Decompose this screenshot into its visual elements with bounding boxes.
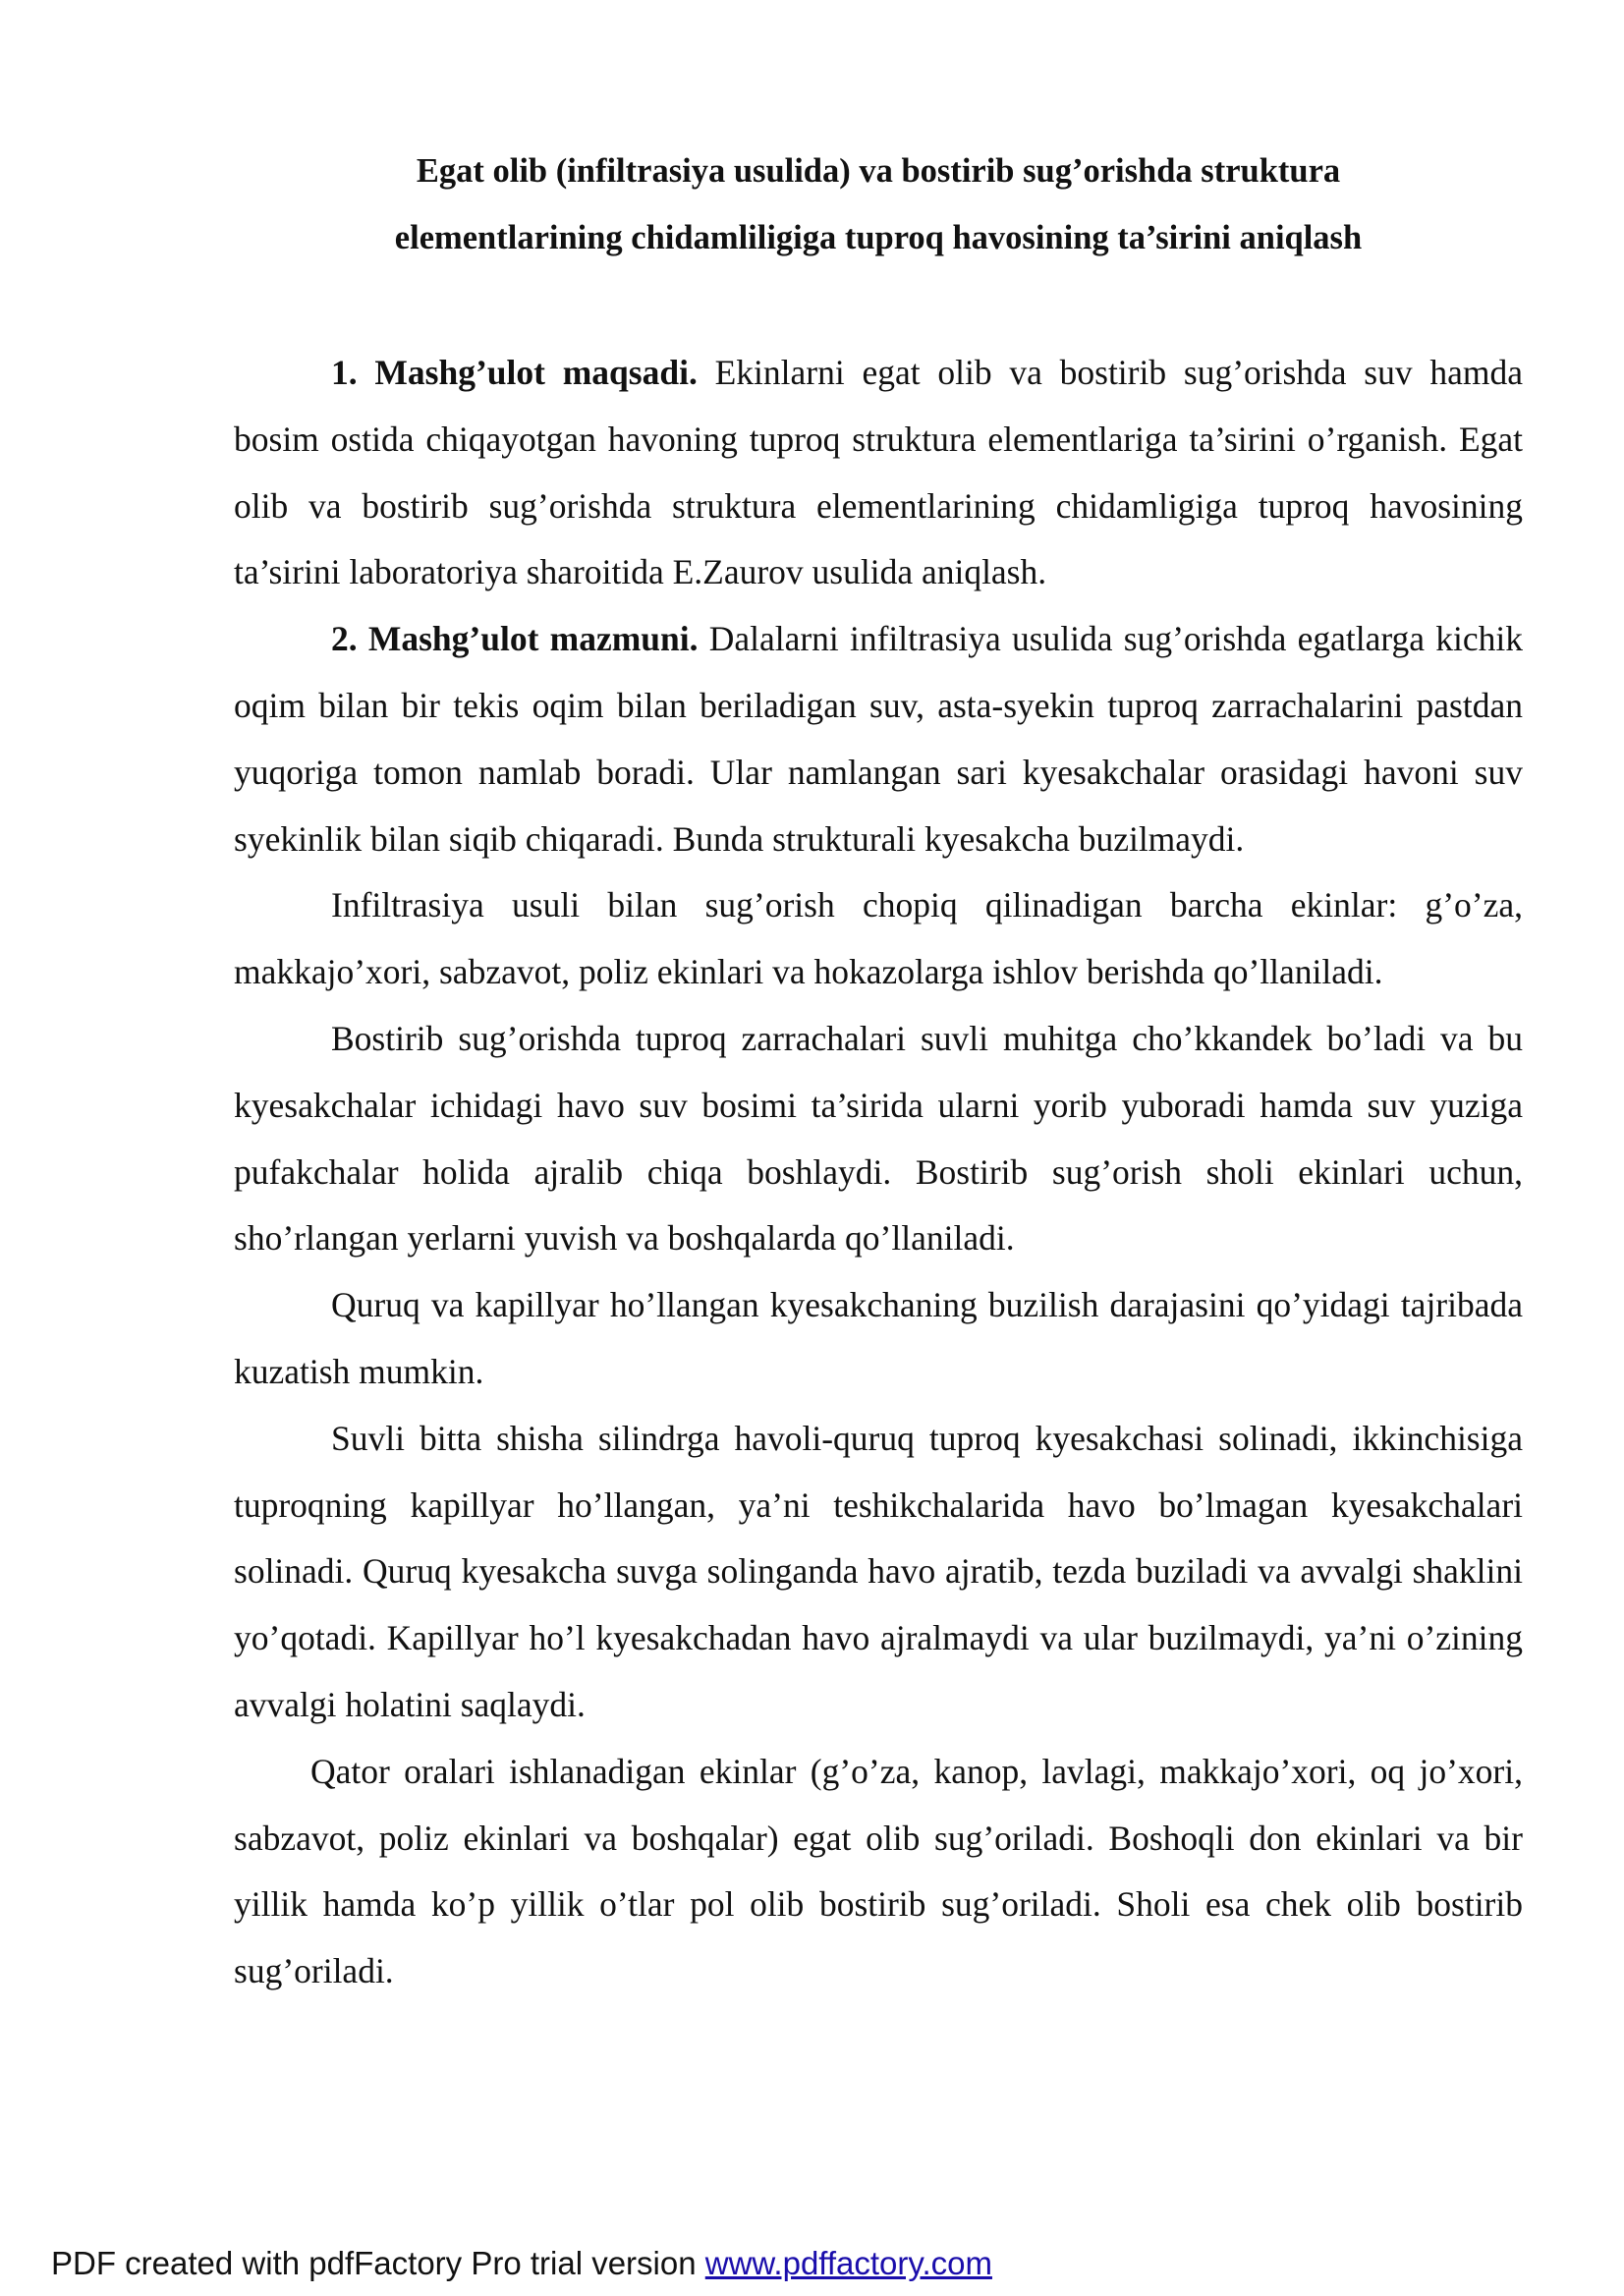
footer-link[interactable]: www.pdffactory.com <box>704 2245 992 2281</box>
section-aim-heading: 1. Mashg’ulot maqsadi. <box>331 353 698 392</box>
pdf-footer <box>51 2245 992 2282</box>
paragraph: Quruq va kapillyar ho’llangan kyesakchaning buzilish darajasini qo’yidagi tajribada kuzatish mumkin. <box>234 1285 1523 1391</box>
paragraph: Infiltrasiya usuli bilan sug’orish chopiq qilinadigan barcha ekinlar: g’o’za, makkajo’xori, sabzavot, poliz ekinlari va hokazolarga ishlov berishda qo’llaniladi. <box>234 885 1523 992</box>
section-content-text: Dalalarni infiltrasiya usulida sug’orishda egatlarga kichik oqim bilan bir tekis oqim bilan beriladigan suv, asta-syekin tuproq zarrachalarini pastdan yuqoriga tomon namlab boradi. Ular namlangan sari kyesakchalar orasidagi havoni suv syekinlik bilan siqib chiqaradi. Bunda strukturali kyesakcha buzilmaydi. <box>234 619 1523 859</box>
section-content <box>234 606 1523 872</box>
document-body <box>234 340 1523 2005</box>
section-aim-text: Ekinlarni egat olib va bostirib sug’orishda suv hamda bosim ostida chiqayotgan havoning tuproq struktura elementlariga ta’sirini o’rganish. Egat olib va bostirib sug’orishda struktura elementlarining chidamligiga tuproq havosining ta’sirini laboratoriya sharoitida E.Zaurov usulida aniqlash. <box>234 353 1523 592</box>
document-title <box>234 138 1523 271</box>
paragraph: Bostirib sug’orishda tuproq zarrachalari suvli muhitga cho’kkandek bo’ladi va bu kyesakchalar ichidagi havo suv bosimi ta’sirida ularni yorib yuboradi hamda suv yuziga pufakchalar holida ajralib chiqa boshlaydi. Bostirib sug’orish sholi ekinlari uchun, sho’rlangan yerlarni yuvish va boshqalarda qo’llaniladi. <box>234 1018 1523 1259</box>
section-aim <box>234 340 1523 606</box>
section-content-heading: 2. Mashg’ulot mazmuni. <box>331 619 699 659</box>
title-line-1: Egat olib (infiltrasiya usulida) va bostirib sug’orishda struktura <box>416 152 1341 190</box>
paragraph: Qator oralari ishlanadigan ekinlar (g’o’za, kanop, lavlagi, makkajo’xori, oq jo’xori, sabzavot, poliz ekinlari va boshqalar) egat olib sug’oriladi. Boshoqli don ekinlari va bir yillik hamda ko’p yillik o’tlar pol olib bostirib sug’oriladi. Sholi esa chek olib bostirib sug’oriladi. <box>234 1751 1523 1991</box>
footer-text: PDF created with pdfFactory Pro trial version <box>51 2245 705 2281</box>
paragraph: Suvli bitta shisha silindrga havoli-quruq tuproq kyesakchasi solinadi, ikkinchisiga tuproqning kapillyar ho’llangan, ya’ni teshikchalarida havo bo’lmagan kyesakchalari solinadi. Quruq kyesakcha suvga solinganda havo ajratib, tezda buziladi va avvalgi shaklini yo’qotadi. Kapillyar ho’l kyesakchadan havo ajralmaydi va ular buzilmaydi, ya’ni o’zining avvalgi holatini saqlaydi. <box>234 1418 1523 1724</box>
title-line-2: elementlarining chidamliligiga tuproq havosining ta’sirini aniqlash <box>394 219 1363 256</box>
